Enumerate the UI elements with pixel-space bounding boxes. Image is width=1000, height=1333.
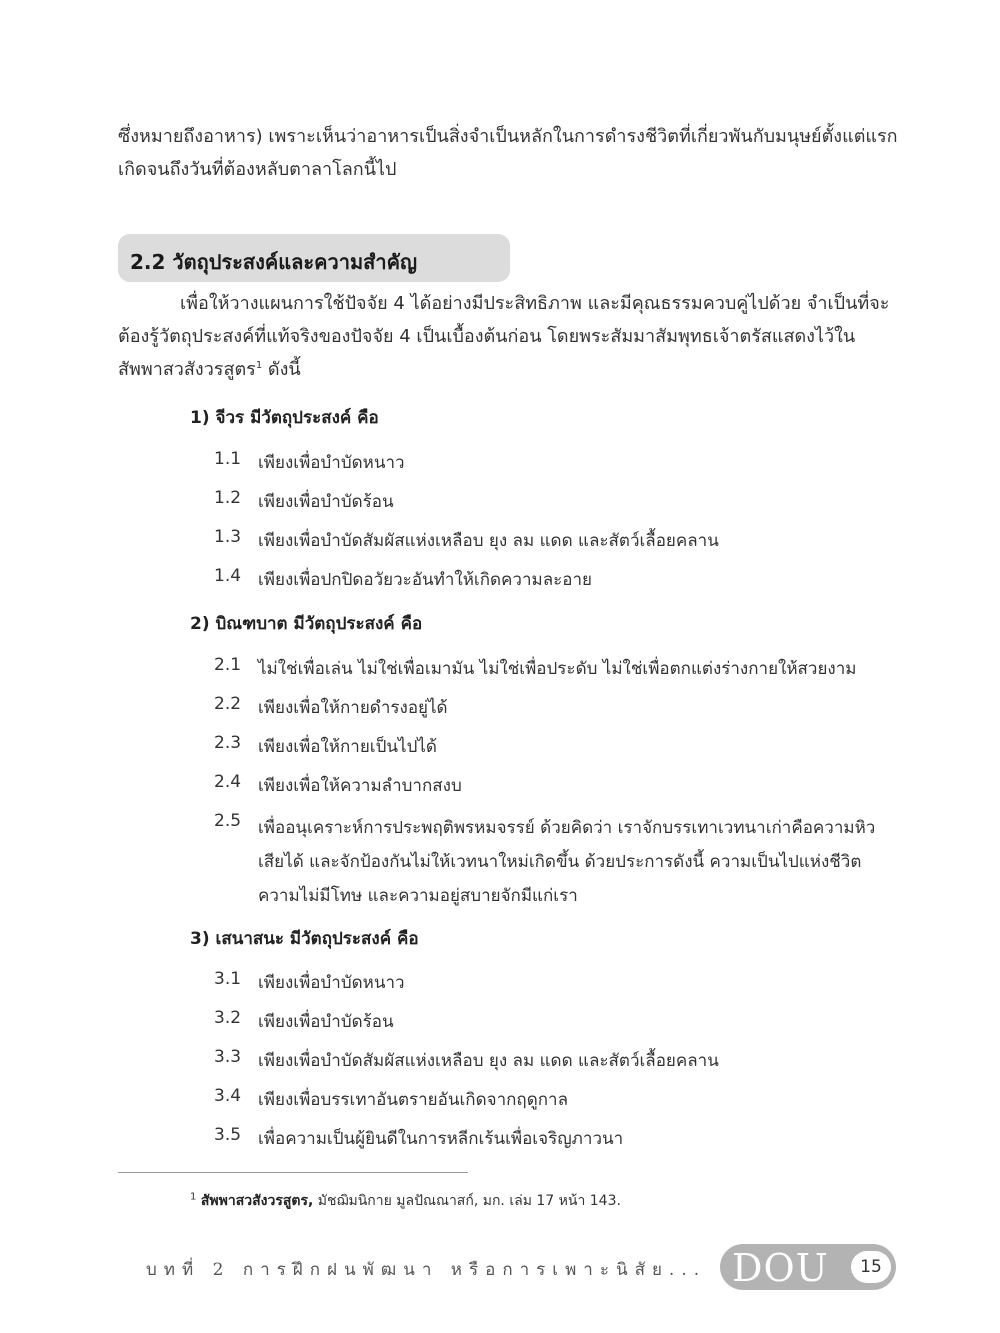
footnote-marker: 1	[190, 1191, 197, 1203]
item-number: 2.3	[214, 733, 242, 753]
item-text: เพียงเพื่อบำบัดสัมผัสแห่งเหลือบ ยุง ลม แดด และสัตว์เลื้อยคลาน	[258, 531, 719, 551]
page-number: 15	[851, 1251, 891, 1283]
item-text: เพียงเพื่อบำบัดหนาว	[258, 973, 405, 993]
paragraph-line: ต้องรู้วัตถุประสงค์ที่แท้จริงของปัจจัย 4 เป็นเบื้องต้นก่อน โดยพระสัมมาสัมพุทธเจ้าตรัสแสดงไว้ใน	[118, 326, 856, 347]
group-heading-robes: 1) จีวร มีวัตถุประสงค์ คือ	[190, 408, 379, 428]
item-text: เพียงเพื่อให้กายเป็นไปได้	[258, 737, 437, 757]
item-text: เพียงเพื่อให้กายดำรงอยู่ได้	[258, 698, 448, 718]
item-text	[258, 811, 896, 913]
footnote	[190, 1190, 621, 1212]
section-heading-box	[118, 234, 510, 282]
footnote-divider	[118, 1172, 468, 1173]
item-text: เพียงเพื่อบำบัดหนาว	[258, 453, 405, 473]
sutta-name: สัพพาสวสังวรสูตร	[118, 359, 256, 380]
item-text-line: เสียได้ และจักป้องกันไม่ให้เวทนาใหม่เกิดขึ้น ด้วยประการดังนี้ ความเป็นไปแห่งชีวิต	[258, 852, 862, 872]
item-text-line: ความไม่มีโทษ และความอยู่สบายจักมีแก่เรา	[258, 886, 578, 906]
item-number: 1.3	[214, 527, 242, 547]
item-number: 1.4	[214, 566, 242, 586]
intro-line: เกิดจนถึงวันที่ต้องหลับตาลาโลกนี้ไป	[118, 159, 397, 180]
item-number: 2.1	[214, 655, 242, 675]
item-number: 3.4	[214, 1086, 242, 1106]
item-number: 3.5	[214, 1125, 242, 1145]
item-text: เพื่อความเป็นผู้ยินดีในการหลีกเร้นเพื่อเจริญภาวนา	[258, 1129, 624, 1149]
group-heading-almsfood: 2) บิณฑบาต มีวัตถุประสงค์ คือ	[190, 614, 423, 634]
section-paragraph	[118, 287, 896, 386]
item-number: 1.1	[214, 449, 242, 469]
item-text: เพียงเพื่อบำบัดร้อน	[258, 1012, 394, 1032]
footnote-source-title: สัพพาสวสังวรสูตร,	[200, 1193, 314, 1209]
intro-line: ซึ่งหมายถึงอาหาร) เพราะเห็นว่าอาหารเป็นสิ่งจำเป็นหลักในการดำรงชีวิตที่เกี่ยวพันกับมนุษย์ตั้งแต่แรก	[118, 126, 898, 147]
item-number: 2.4	[214, 772, 242, 792]
item-text: เพียงเพื่อบำบัดร้อน	[258, 492, 394, 512]
intro-paragraph	[118, 120, 896, 186]
item-text-line: เพื่ออนุเคราะห์การประพฤติพรหมจรรย์ ด้วยคิดว่า เราจักบรรเทาเวทนาเก่าคือความหิว	[258, 818, 876, 838]
paragraph-tail: ดังนี้	[262, 359, 301, 380]
chapter-running-footer: บทที่ 2 การฝึกฝนพัฒนา หรือการเพาะนิสัย...	[146, 1260, 707, 1280]
item-number: 1.2	[214, 488, 242, 508]
paragraph-line	[118, 353, 896, 386]
item-number: 2.2	[214, 694, 242, 714]
item-text: ไม่ใช่เพื่อเล่น ไม่ใช่เพื่อเมามัน ไม่ใช่เพื่อประดับ ไม่ใช่เพื่อตกแต่งร่างกายให้สวยงาม	[258, 659, 857, 679]
item-text: เพียงเพื่อบรรเทาอันตรายอันเกิดจากฤดูกาล	[258, 1090, 568, 1110]
item-number: 3.1	[214, 969, 242, 989]
item-number: 3.3	[214, 1047, 242, 1067]
item-text: เพียงเพื่อปกปิดอวัยวะอันทำให้เกิดความละอาย	[258, 570, 592, 590]
item-text: เพียงเพื่อบำบัดสัมผัสแห่งเหลือบ ยุง ลม แดด และสัตว์เลื้อยคลาน	[258, 1051, 719, 1071]
item-text: เพียงเพื่อให้ความลำบากสงบ	[258, 776, 462, 796]
paragraph-line: เพื่อให้วางแผนการใช้ปัจจัย 4 ได้อย่างมีประสิทธิภาพ และมีคุณธรรมควบคู่ไปด้วย จำเป็นที่จะ	[180, 293, 890, 314]
section-title: 2.2 วัตถุประสงค์และความสำคัญ	[130, 250, 418, 274]
footnote-citation: มัชฌิมนิกาย มูลปัณณาสก์, มก. เล่ม 17 หน้า 143.	[313, 1193, 621, 1209]
group-heading-lodging: 3) เสนาสนะ มีวัตถุประสงค์ คือ	[190, 929, 419, 949]
page-badge	[720, 1244, 896, 1290]
dou-logo: DOU	[732, 1246, 829, 1290]
footnote-ref: 1	[255, 360, 263, 371]
item-number: 3.2	[214, 1008, 242, 1028]
item-number: 2.5	[214, 811, 242, 831]
